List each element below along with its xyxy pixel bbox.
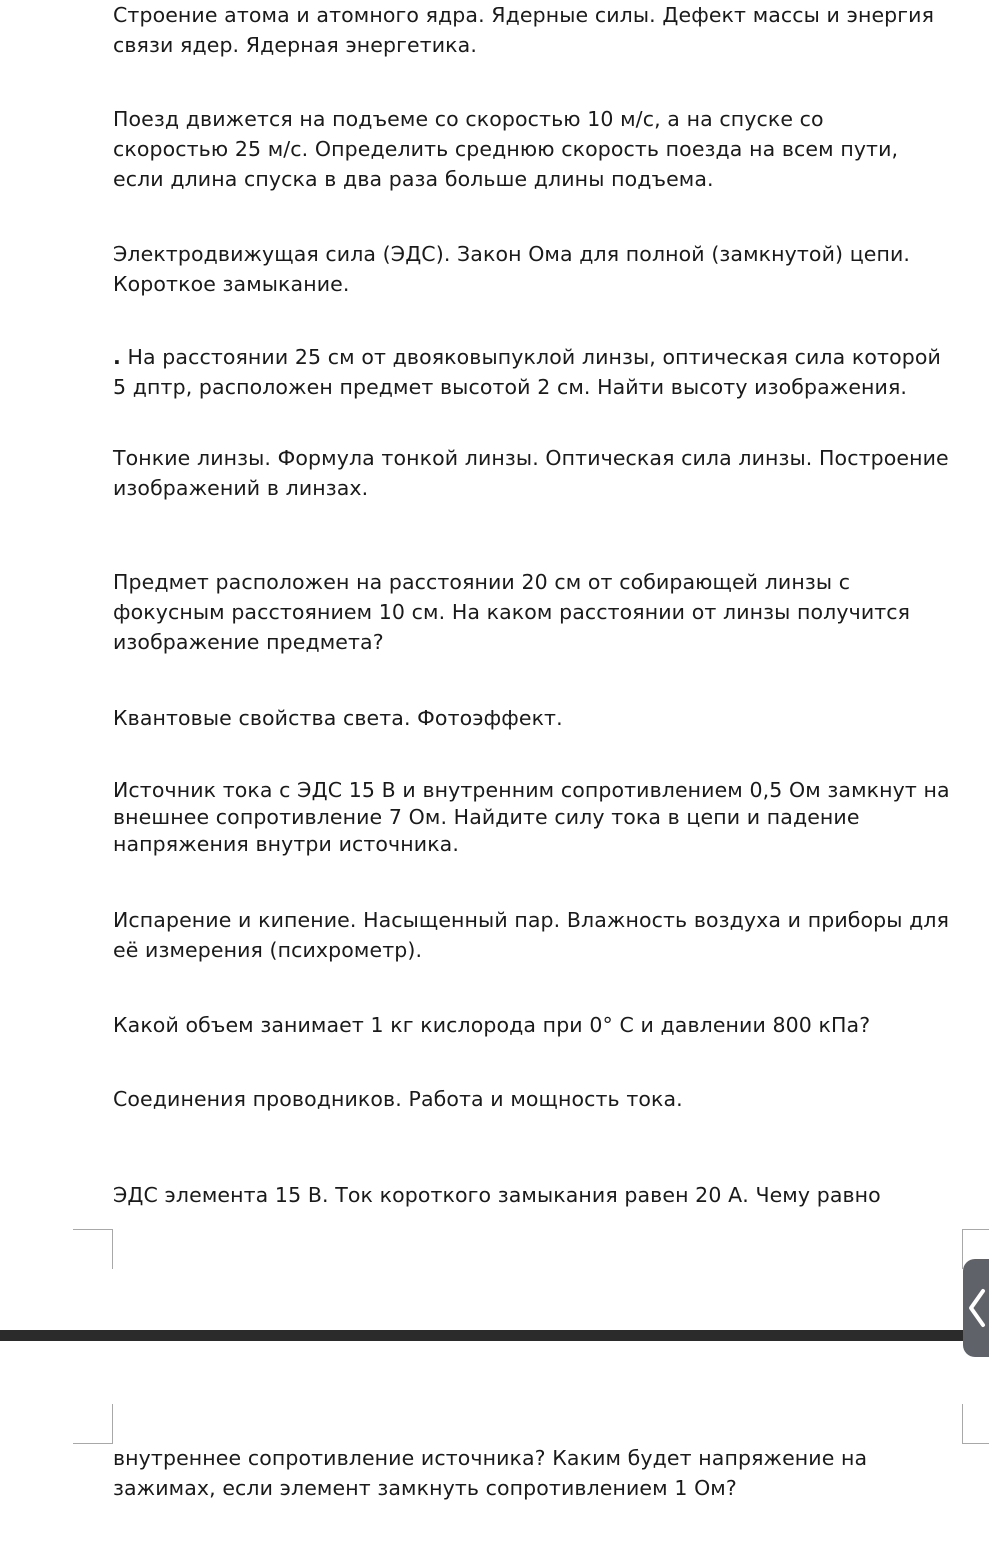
crop-mark-bottom-left-h	[73, 1229, 112, 1230]
crop-mark-bottom-right-h	[962, 1229, 989, 1230]
paragraph-lens-height-text: На расстоянии 25 см от двояковыпуклой линзы, оптическая сила которой 5 дптр, расположен предмет высотой 2 см. Найти высоту изображения.	[113, 345, 941, 399]
paragraph-evaporation-topic: Испарение и кипение. Насыщенный пар. Влажность воздуха и приборы для её измерения (психрометр).	[113, 908, 950, 962]
paragraph-emf-element-problem-end: внутреннее сопротивление источника? Каким будет напряжение на зажимах, если элемент замкнуть сопротивлением 1 Ом?	[113, 1446, 868, 1500]
paragraph-atom-structure: Строение атома и атомного ядра. Ядерные силы. Дефект массы и энергия связи ядер. Ядерная энергетика.	[113, 3, 935, 57]
crop-mark-top-left-h	[73, 1443, 113, 1444]
crop-mark-top-right-h	[962, 1443, 989, 1444]
paragraph-emf-element-problem-start: ЭДС элемента 15 В. Ток короткого замыкания равен 20 А. Чему равно	[113, 1183, 881, 1207]
page-break-separator	[0, 1330, 989, 1341]
bullet-mark: .	[113, 345, 121, 369]
paragraph-current-source-problem: Источник тока с ЭДС 15 В и внутренним сопротивлением 0,5 Ом замкнут на внешнее сопротивление 7 Ом. Найдите силу тока в цепи и падение напряжения внутри источника.	[113, 778, 950, 856]
chevron-left-icon	[967, 1287, 987, 1329]
paragraph-quantum-light-topic: Квантовые свойства света. Фотоэффект.	[113, 706, 563, 730]
crop-mark-bottom-right-v	[962, 1229, 963, 1269]
paragraph-oxygen-volume-problem: Какой объем занимает 1 кг кислорода при 0° С и давлении 800 кПа?	[113, 1013, 871, 1037]
paragraph-emf-topic: Электродвижущая сила (ЭДС). Закон Ома для полной (замкнутой) цепи. Короткое замыкание.	[113, 242, 911, 296]
paragraph-train-problem: Поезд движется на подъеме со скоростью 10 м/с, а на спуске со скоростью 25 м/с. Определить среднюю скорость поезда на всем пути, если длина спуска в два раза больше длины подъема.	[113, 107, 899, 191]
paragraph-converging-lens-problem: Предмет расположен на расстоянии 20 см от собирающей линзы с фокусным расстоянием 10 см. На каком расстоянии от линзы получится изображение предмета?	[113, 570, 911, 654]
paragraph-conductors-topic: Соединения проводников. Работа и мощность тока.	[113, 1087, 683, 1111]
paragraph-lens-height-problem	[113, 342, 963, 402]
crop-mark-top-right-v	[962, 1404, 963, 1444]
paragraph-thin-lenses-topic: Тонкие линзы. Формула тонкой линзы. Оптическая сила линзы. Построение изображений в линзах.	[113, 446, 949, 500]
crop-mark-bottom-left-v	[112, 1229, 113, 1269]
crop-mark-top-left-v	[112, 1404, 113, 1444]
scroll-handle[interactable]	[963, 1259, 989, 1357]
